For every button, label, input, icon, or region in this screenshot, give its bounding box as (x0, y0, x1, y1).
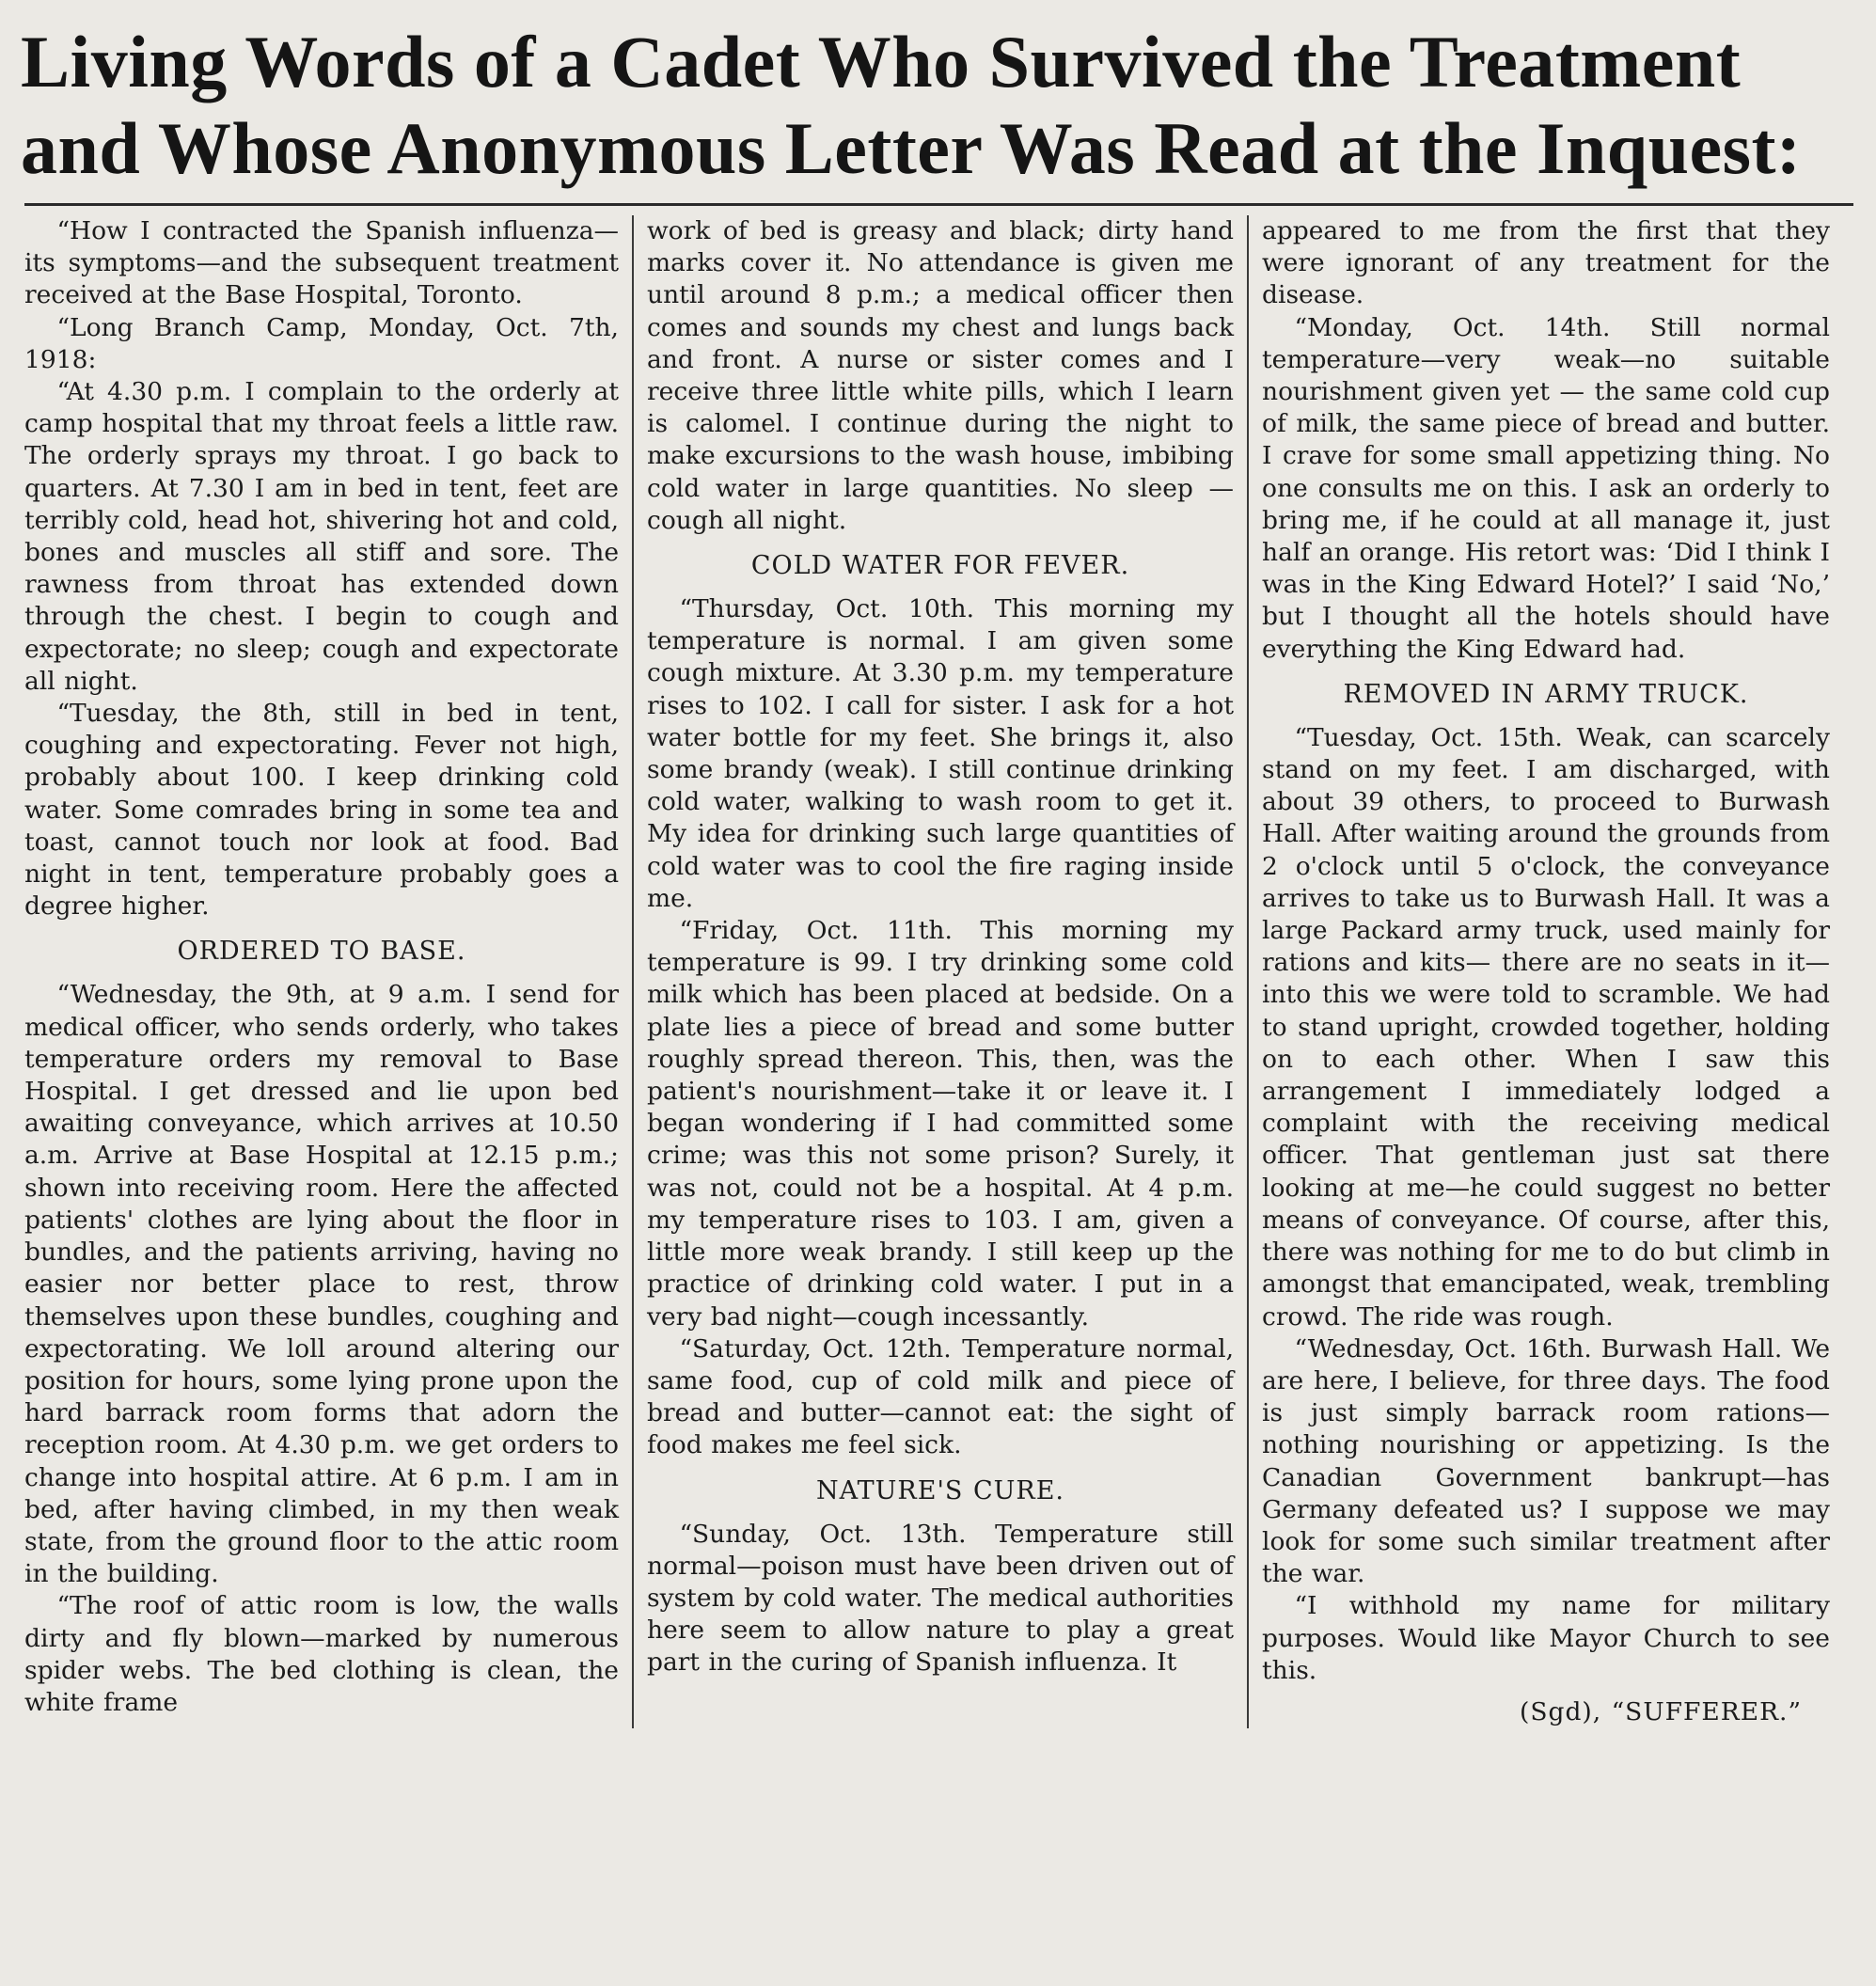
paragraph: work of bed is greasy and black; dirty hand marks cover it. No attendance is given me until around 8 p.m.; a medical officer then comes and sounds my chest and lungs back and front. A nurse or sister comes and I receive three little white pills, which I learn is calomel. I continue during the night to make excursions to the wash house, imbibing cold water in large quantities. No sleep —cough all night. (647, 216, 1234, 535)
paragraph: “Long Branch Camp, Monday, Oct. 7th, 1918: (24, 312, 619, 374)
subheading: COLD WATER FOR FEVER. (750, 551, 1130, 581)
paragraph: “Monday, Oct. 14th. Still normal temperature—very weak—no suitable nourishment given yet — the same cold cup of milk, the same piece of bread and butter. I crave for some small appetizing thing. No one consults me on this. I ask an orderly to bring me, if he could at all manage it, just half an orange. His retort was: ‘Did I think I was in the King Edward Hotel?’ I said ‘No,’ but I thought all the hotels should have everything the King Edward had. (1262, 312, 1830, 664)
paragraph: “Thursday, Oct. 10th. This morning my temperature is normal. I am given some cough mixture. At 3.30 p.m. my temperature rises to 102. I call for sister. I ask for a hot water bottle for my feet. She brings it, also some brandy (weak). I still continue drinking cold water, walking to wash room to get it. My idea for drinking such large quantities of cold water was to cool the fire raging inside me. (647, 594, 1234, 913)
column-1 (21, 215, 632, 1728)
paragraph: “Tuesday, Oct. 15th. Weak, can scarcely stand on my feet. I am discharged, with about 39 others, to proceed to Burwash Hall. After waiting around the grounds from 2 o'clock until 5 o'clock, the conveyance arrives to take us to Burwash Hall. It was a large Packard army truck, used mainly for rations and kits— there are no seats in it—into this we were told to scramble. We had to stand upright, crowded together, holding on to each other. When I saw this arrangement I immediately lodged a complaint with the receiving medical officer. That gentleman just sat there looking at me—he could suggest no better means of conveyance. Of course, after this, there was nothing for me to do but climb in amongst that emancipated, weak, trembling crowd. The ride was rough. (1262, 722, 1830, 1332)
signature: (Sgd), “SUFFERER.” (1520, 1696, 1802, 1726)
paragraph: “Friday, Oct. 11th. This morning my temperature is 99. I try drinking some cold milk which has been placed at bedside. On a plate lies a piece of bread and some butter roughly spread thereon. This, then, was the patient's nourishment—take it or leave it. I began wondering if I had committed some crime; was this not some prison? Surely, it was not, could not be a hospital. At 4 p.m. my temperature rises to 103. I am, given a little more weak brandy. I still keep up the practice of drinking cold water. I put in a very bad night—cough incessantly. (647, 916, 1234, 1332)
paragraph: “I withhold my name for military purposes. Would like Mayor Church to see this. (1262, 1591, 1830, 1685)
paragraph: “Sunday, Oct. 13th. Temperature still normal—poison must have been driven out of system by cold water. The medical authorities here seem to allow nature to play a great part in the curing of Spanish influenza. It (647, 1519, 1234, 1678)
article-columns (21, 215, 1863, 1728)
paragraph: “Tuesday, the 8th, still in bed in tent, coughing and expectorating. Fever not high, probably about 100. I keep drinking cold water. Some comrades bring in some tea and toast, cannot touch nor look at food. Bad night in tent, temperature probably goes a degree higher. (24, 699, 619, 922)
paragraph: “Wednesday, Oct. 16th. Burwash Hall. We are here, I believe, for three days. The food is just simply barrack room rations—nothing nourishing or appetizing. Is the Canadian Government bankrupt—has Germany defeated us? I suppose we may look for some such similar treatment after the war. (1262, 1333, 1830, 1589)
headline-rule (24, 203, 1853, 206)
headline (21, 19, 1863, 192)
subheading: NATURE'S CURE. (816, 1475, 1064, 1505)
column-3 (1247, 215, 1843, 1728)
paragraph: “Wednesday, the 9th, at 9 a.m. I send for medical officer, who sends orderly, who takes temperature orders my removal to Base Hospital. I get dressed and lie upon bed awaiting conveyance, which arrives at 10.50 a.m. Arrive at Base Hospital at 12.15 p.m.; shown into receiving room. Here the affected patients' clothes are lying about the floor in bundles, and the patients arriving, having no easier nor better place to rest, throw themselves upon these bundles, coughing and expectorating. We loll around altering our position for hours, some lying prone upon the hard barrack room forms that adorn the reception room. At 4.30 p.m. we get orders to change into hospital attire. At 6 p.m. I am in bed, after having climbed, in my then weak state, from the ground floor to the attic room in the building. (24, 980, 619, 1589)
headline-line-1: Living Words of a Cadet Who Survived the Treatment (21, 21, 1742, 102)
paragraph: “At 4.30 p.m. I complain to the orderly at camp hospital that my throat feels a little raw. The orderly sprays my throat. I go back to quarters. At 7.30 I am in bed in tent, feet are terribly cold, head hot, shivering hot and cold, bones and muscles all stiff and sore. The rawness from throat has extended down through the chest. I begin to cough and expectorate; no sleep; cough and expectorate all night. (24, 377, 619, 696)
paragraph: “Saturday, Oct. 12th. Temperature normal, same food, cup of cold milk and piece of bread and butter—cannot eat: the sight of food makes me feel sick. (647, 1333, 1234, 1460)
paragraph: appeared to me from the first that they were ignorant of any treatment for the disease. (1262, 216, 1830, 310)
subheading: ORDERED TO BASE. (177, 937, 466, 967)
subheading: REMOVED IN ARMY TRUCK. (1343, 679, 1749, 709)
column-2 (632, 215, 1247, 1728)
headline-line-2: and Whose Anonymous Letter Was Read at the Inquest: (21, 107, 1802, 189)
paragraph: “The roof of attic room is low, the walls dirty and fly blown—marked by numerous spider webs. The bed clothing is clean, the white frame (24, 1591, 619, 1717)
paragraph: “How I contracted the Spanish influenza—its symptoms—and the subsequent treatment received at the Base Hospital, Toronto. (24, 216, 619, 310)
